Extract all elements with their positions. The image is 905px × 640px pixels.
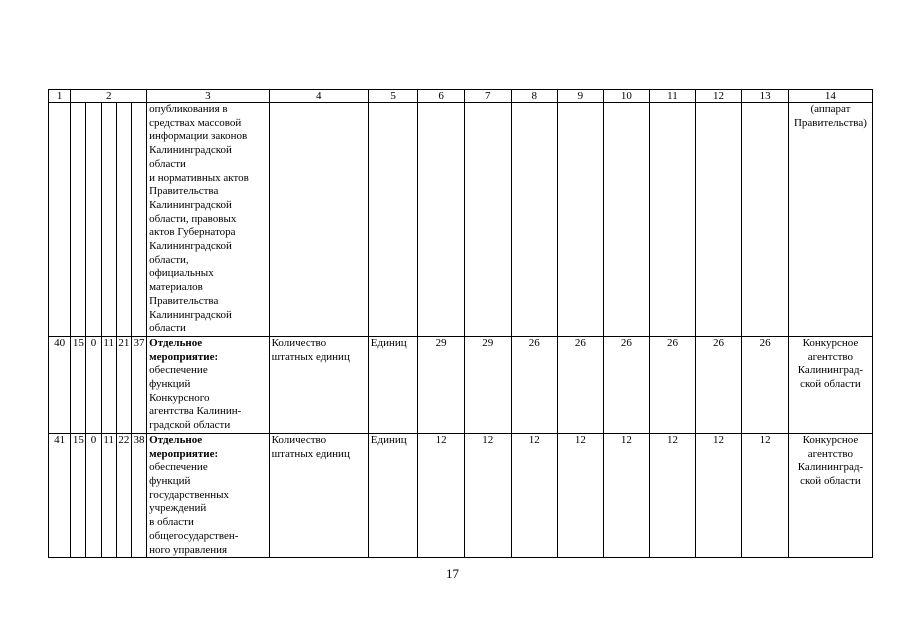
header-col-13: 13: [742, 90, 789, 103]
unit-cell: Единиц: [368, 336, 418, 433]
row-number: 40: [49, 336, 71, 433]
value-cell: 26: [558, 336, 604, 433]
text-line: области,: [149, 253, 189, 266]
text-line: ской области: [800, 378, 861, 391]
header-col-3: 3: [147, 90, 269, 103]
empty-cell: [695, 103, 742, 337]
value-cell: 26: [695, 336, 742, 433]
text-line: Правительства: [149, 294, 219, 307]
value-cell: 12: [418, 433, 465, 557]
text-line: функций: [149, 474, 191, 487]
text-line: Калининград-: [797, 364, 864, 377]
header-col-5: 5: [368, 90, 418, 103]
empty-cell: [511, 103, 558, 337]
text-line: ного управления: [149, 543, 228, 556]
page-number: 17: [446, 566, 459, 581]
text-line: обеспечение: [149, 364, 208, 377]
text-line: ской области: [800, 474, 861, 487]
text-line: Отдельное: [149, 336, 203, 349]
header-col-10: 10: [603, 90, 650, 103]
continuation-text: [147, 103, 269, 337]
text-line: Калининградской: [149, 144, 232, 157]
text-line: Конкурсного: [149, 391, 210, 404]
empty-cell: [742, 103, 789, 337]
text-line: мероприятие:: [149, 447, 219, 460]
text-line: в области: [149, 516, 194, 529]
text-line: штатных единиц: [271, 447, 350, 460]
activity-title: [147, 433, 269, 557]
text-line: области: [149, 322, 186, 335]
indicator-cell: [269, 433, 368, 557]
value-cell: 12: [742, 433, 789, 557]
text-line: Правительства: [149, 185, 219, 198]
text-line: агентства Калинин-: [149, 405, 242, 418]
code-cell: 15: [71, 336, 86, 433]
text-line: Конкурсное: [802, 433, 859, 446]
text-line: Калининградской: [149, 198, 232, 211]
code-cell: 38: [131, 433, 146, 557]
header-col-1: 1: [49, 90, 71, 103]
indicator-cell: [269, 336, 368, 433]
code-cell: 22: [116, 433, 131, 557]
value-cell: 26: [511, 336, 558, 433]
text-line: актов Губернатора: [149, 226, 236, 239]
header-col-14: 14: [788, 90, 872, 103]
header-col-8: 8: [511, 90, 558, 103]
text-line: и нормативных актов: [149, 171, 249, 184]
text-line: мероприятие:: [149, 350, 219, 363]
text-line: Калининградской: [149, 308, 232, 321]
text-line: обеспечение: [149, 461, 208, 474]
text-line: функций: [149, 378, 191, 391]
empty-cell: [101, 103, 116, 337]
text-line: общегосударствен-: [149, 529, 239, 542]
header-col-7: 7: [464, 90, 511, 103]
empty-cell: [650, 103, 696, 337]
header-col-12: 12: [695, 90, 742, 103]
empty-cell: [71, 103, 86, 337]
value-cell: 12: [603, 433, 650, 557]
executor-cell: [788, 336, 872, 433]
text-line: государственных: [149, 488, 230, 501]
code-cell: 11: [101, 336, 116, 433]
value-cell: 26: [603, 336, 650, 433]
value-cell: 29: [464, 336, 511, 433]
text-line: агентство: [807, 350, 854, 363]
value-cell: 12: [464, 433, 511, 557]
row-number: 41: [49, 433, 71, 557]
empty-cell: [86, 103, 101, 337]
unit-cell: Единиц: [368, 433, 418, 557]
text-line: (аппарат: [810, 103, 851, 115]
value-cell: 12: [511, 433, 558, 557]
empty-cell: [368, 103, 418, 337]
code-cell: 11: [101, 433, 116, 557]
value-cell: 12: [695, 433, 742, 557]
code-cell: 15: [71, 433, 86, 557]
table-row: [49, 433, 873, 557]
empty-cell: [558, 103, 604, 337]
code-cell: 37: [131, 336, 146, 433]
empty-cell: [418, 103, 465, 337]
value-cell: 29: [418, 336, 465, 433]
value-cell: 12: [650, 433, 696, 557]
text-line: Отдельное: [149, 433, 203, 446]
continuation-executor: [788, 103, 872, 337]
text-line: области: [149, 157, 186, 170]
text-line: Правительства): [793, 116, 867, 129]
text-line: информации законов: [149, 130, 248, 143]
text-line: Количество: [271, 433, 327, 446]
text-line: средствах массовой: [149, 116, 242, 129]
code-cell: 0: [86, 433, 101, 557]
text-line: штатных единиц: [271, 350, 350, 363]
text-line: области, правовых: [149, 212, 237, 225]
empty-cell: [269, 103, 368, 337]
continuation-row: [49, 103, 873, 337]
text-line: Калининград-: [797, 461, 864, 474]
header-row: [49, 90, 873, 103]
empty-cell: [603, 103, 650, 337]
code-cell: 0: [86, 336, 101, 433]
header-col-4: 4: [269, 90, 368, 103]
text-line: опубликования в: [149, 103, 228, 115]
text-line: Калининградской: [149, 240, 232, 253]
text-line: Конкурсное: [802, 336, 859, 349]
value-cell: 26: [650, 336, 696, 433]
text-line: учреждений: [149, 502, 207, 515]
program-table: [48, 89, 873, 558]
header-col-9: 9: [558, 90, 604, 103]
empty-cell: [49, 103, 71, 337]
value-cell: 12: [558, 433, 604, 557]
value-cell: 26: [742, 336, 789, 433]
empty-cell: [131, 103, 146, 337]
header-col-11: 11: [650, 90, 696, 103]
text-line: материалов: [149, 281, 203, 294]
empty-cell: [464, 103, 511, 337]
header-col-2: 2: [71, 90, 147, 103]
table-row: [49, 336, 873, 433]
code-cell: 21: [116, 336, 131, 433]
text-line: агентство: [807, 447, 854, 460]
empty-cell: [116, 103, 131, 337]
text-line: официальных: [149, 267, 214, 280]
text-line: Количество: [271, 336, 327, 349]
activity-title: [147, 336, 269, 433]
header-col-6: 6: [418, 90, 465, 103]
text-line: градской области: [149, 419, 231, 432]
executor-cell: [788, 433, 872, 557]
